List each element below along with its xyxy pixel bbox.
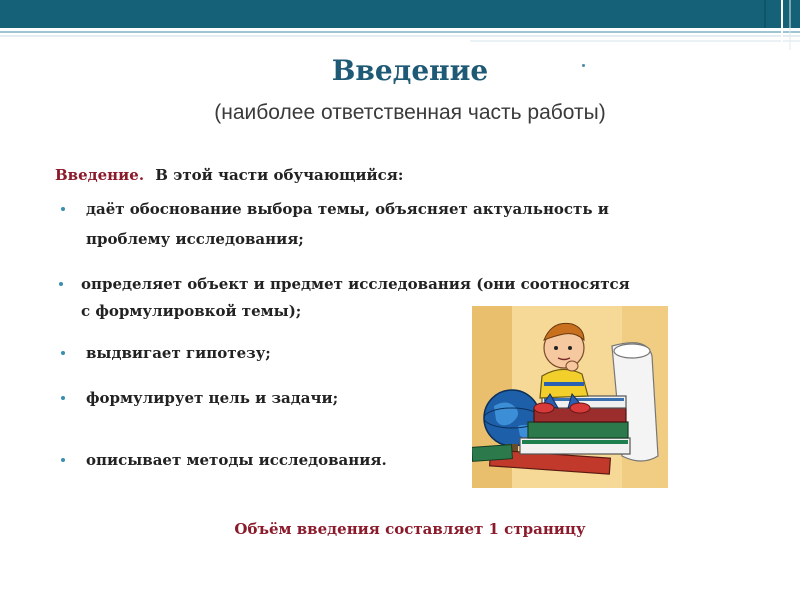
slide-subtitle: (наиболее ответственная часть работы) bbox=[214, 101, 606, 124]
bullet-item-2-line-2: с формулировкой темы); bbox=[81, 302, 302, 320]
bullet-item-3: выдвигает гипотезу; bbox=[86, 344, 271, 362]
intro-line bbox=[55, 166, 403, 184]
slide-title: Введение bbox=[331, 54, 489, 87]
bullet-marker bbox=[61, 207, 65, 211]
bullet-item-1-line-1: даёт обоснование выбора темы, объясняет актуальность и bbox=[86, 200, 609, 218]
bullet-item-2-line-1: определяет объект и предмет исследования (они соотносятся bbox=[81, 275, 630, 293]
footer-note: Объём введения составляет 1 страницу bbox=[234, 520, 586, 538]
bullet-marker bbox=[61, 458, 65, 462]
bullet-item-1-line-2: проблему исследования; bbox=[86, 230, 304, 248]
boy-on-books-illustration bbox=[472, 306, 668, 488]
title-decoration-dot bbox=[582, 64, 585, 67]
bullet-marker bbox=[59, 282, 63, 286]
top-band-decoration bbox=[0, 0, 800, 50]
intro-label: Введение. bbox=[55, 166, 145, 184]
bullet-item-4: формулирует цель и задачи; bbox=[86, 389, 339, 407]
bullet-marker bbox=[61, 351, 65, 355]
bullet-marker bbox=[61, 396, 65, 400]
bullet-item-5: описывает методы исследования. bbox=[86, 451, 387, 469]
intro-text: В этой части обучающийся: bbox=[155, 166, 404, 184]
